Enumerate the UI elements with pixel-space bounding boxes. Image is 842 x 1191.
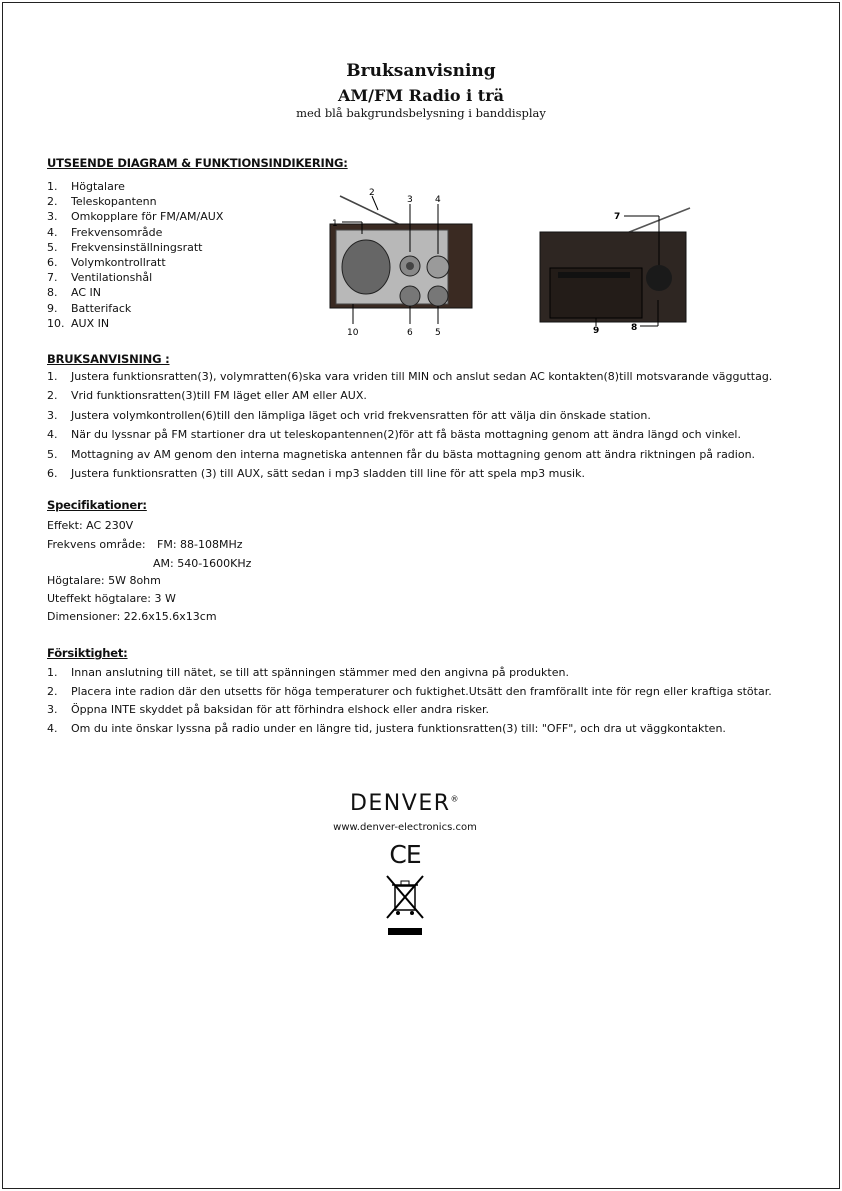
callout-5: 5 bbox=[435, 328, 441, 338]
instruction-step bbox=[47, 467, 797, 486]
back-radio-illustration bbox=[532, 200, 702, 340]
spec-dimensions: Dimensioner: 22.6x15.6x13cm bbox=[47, 610, 217, 623]
spec-fm: FM: 88-108MHz bbox=[157, 538, 243, 551]
part-item-number: 6. bbox=[47, 256, 58, 270]
instruction-step-text: När du lyssnar på FM startioner dra ut teleskopantennen(2)för att få bästa mottagning genom att ändra längd och vinkel. bbox=[71, 428, 741, 442]
instruction-step-text: Mottagning av AM genom den interna magnetiska antennen får du bästa mottagning genom att ändra riktningen på radion. bbox=[71, 447, 756, 461]
front-radio-illustration bbox=[320, 184, 480, 344]
brand-name: DENVER bbox=[349, 791, 451, 816]
weee-bin-icon bbox=[383, 874, 427, 924]
part-item-text: Högtalare bbox=[71, 180, 125, 193]
registered-mark: ® bbox=[450, 794, 461, 804]
safety-item-number: 1. bbox=[47, 666, 58, 679]
instruction-step-number: 6. bbox=[47, 466, 58, 480]
callout-8: 8 bbox=[631, 323, 638, 333]
part-item-number: 10. bbox=[47, 316, 65, 330]
callout-6: 6 bbox=[407, 328, 413, 338]
safety-item-text: Öppna INTE skyddet på baksidan för att förhindra elshock eller andra risker. bbox=[71, 703, 490, 716]
part-item-text: Batterifack bbox=[71, 301, 132, 315]
part-item bbox=[47, 209, 223, 224]
band-dial bbox=[427, 256, 449, 278]
part-item-number: 3. bbox=[47, 210, 58, 224]
instruction-step bbox=[47, 389, 797, 408]
part-item bbox=[47, 194, 223, 209]
ventilation-holes bbox=[646, 265, 672, 291]
callout-2: 2 bbox=[369, 188, 375, 198]
diagram-heading: UTSEENDE DIAGRAM & FUNKTIONSINDIKERING: bbox=[47, 156, 348, 170]
part-item-text: Teleskopantenn bbox=[71, 195, 157, 209]
spec-power: Effekt: AC 230V bbox=[47, 519, 134, 532]
part-item bbox=[47, 240, 223, 255]
specs-heading: Specifikationer: bbox=[47, 498, 147, 512]
tuning-knob bbox=[428, 286, 448, 306]
callout-1: 1 bbox=[332, 219, 338, 229]
instruction-step-text: Vrid funktionsratten(3)till FM läget eller AM eller AUX. bbox=[71, 389, 367, 403]
part-item bbox=[47, 316, 223, 331]
part-item-number: 1. bbox=[47, 180, 58, 193]
instructions-heading: BRUKSANVISNING : bbox=[47, 352, 170, 366]
spec-output: Uteffekt högtalare: 3 W bbox=[47, 592, 176, 605]
safety-heading: Försiktighet: bbox=[47, 646, 128, 660]
callout-7: 7 bbox=[614, 212, 621, 222]
parts-list bbox=[47, 179, 223, 331]
instruction-step-number: 2. bbox=[47, 389, 58, 403]
instruction-list bbox=[47, 370, 797, 486]
part-item-number: 2. bbox=[47, 195, 58, 209]
part-item-text: Ventilationshål bbox=[71, 271, 153, 285]
part-item-text: Omkopplare för FM/AM/AUX bbox=[71, 210, 224, 224]
instruction-step-number: 4. bbox=[47, 428, 58, 442]
part-item bbox=[47, 285, 223, 300]
volume-knob bbox=[400, 286, 420, 306]
instruction-step-number: 3. bbox=[47, 408, 58, 422]
callout-10: 10 bbox=[347, 328, 359, 338]
speaker-grille bbox=[342, 240, 390, 294]
callout-4: 4 bbox=[435, 195, 441, 205]
document-title: Bruksanvisning bbox=[346, 61, 496, 81]
safety-item-text: Om du inte önskar lyssna på radio under en längre tid, justera funktionsratten(3) till: "OFF", och dra ut väggkontakten. bbox=[71, 721, 726, 735]
part-item bbox=[47, 255, 223, 270]
instruction-step bbox=[47, 370, 797, 389]
instruction-step-text: Justera volymkontrollen(6)till den lämpliga läget och vrid frekvensratten för att välja din önskade station. bbox=[71, 408, 651, 422]
safety-item bbox=[47, 686, 797, 699]
instruction-step-number: 1. bbox=[47, 370, 58, 383]
part-item-number: 4. bbox=[47, 225, 58, 239]
safety-item-number: 2. bbox=[47, 684, 58, 698]
part-item-text: Volymkontrollratt bbox=[71, 256, 166, 270]
safety-item-text: Innan anslutning till nätet, se till att spänningen stämmer med den angivna på produkten. bbox=[71, 666, 569, 679]
part-item-number: 5. bbox=[47, 240, 58, 254]
spec-am: AM: 540-1600KHz bbox=[153, 557, 252, 570]
instruction-step-text: Justera funktionsratten(3), volymratten(6)ska vara vriden till MIN och anslut sedan AC kontakten(8)till motsvarande vägguttag. bbox=[71, 370, 773, 383]
part-item bbox=[47, 270, 223, 285]
safety-item-text: Placera inte radion där den utsetts för höga temperaturer och fuktighet.Utsätt den framförallt inte för regn eller kraftiga stötar. bbox=[71, 684, 772, 698]
ce-mark: CE bbox=[389, 840, 421, 869]
safety-item-number: 3. bbox=[47, 703, 58, 716]
safety-item bbox=[47, 704, 797, 717]
footer-logos bbox=[330, 788, 480, 944]
part-item bbox=[47, 179, 223, 194]
part-item bbox=[47, 225, 223, 240]
instruction-step-number: 5. bbox=[47, 447, 58, 461]
safety-item-number: 4. bbox=[47, 721, 58, 735]
product-name: AM/FM Radio i trä bbox=[338, 86, 504, 105]
part-item-number: 8. bbox=[47, 286, 58, 300]
instruction-step bbox=[47, 448, 797, 467]
safety-item bbox=[47, 667, 797, 680]
product-subtitle: med blå bakgrundsbelysning i banddisplay bbox=[296, 106, 546, 120]
part-item bbox=[47, 301, 223, 316]
safety-list bbox=[47, 667, 797, 741]
spec-speaker: Högtalare: 5W 8ohm bbox=[47, 574, 161, 587]
website-url: www.denver-electronics.com bbox=[333, 822, 477, 833]
instruction-step-text: Justera funktionsratten (3) till AUX, sätt sedan i mp3 sladden till line för att spela mp3 musik. bbox=[71, 466, 585, 480]
callout-9: 9 bbox=[593, 326, 600, 336]
part-item-text: AC IN bbox=[71, 286, 101, 300]
instruction-step bbox=[47, 409, 797, 428]
part-item-text: Frekvensinställningsratt bbox=[71, 240, 203, 254]
safety-item bbox=[47, 723, 797, 736]
spec-freq-label: Frekvens område: bbox=[47, 538, 146, 551]
part-item-number: 9. bbox=[47, 301, 58, 315]
part-item-text: AUX IN bbox=[71, 316, 110, 330]
instruction-step bbox=[47, 428, 797, 447]
part-item-text: Frekvensområde bbox=[71, 225, 163, 239]
denver-logo bbox=[330, 791, 480, 816]
callout-3: 3 bbox=[407, 195, 413, 205]
weee-bar bbox=[388, 928, 422, 935]
part-item-number: 7. bbox=[47, 271, 58, 285]
